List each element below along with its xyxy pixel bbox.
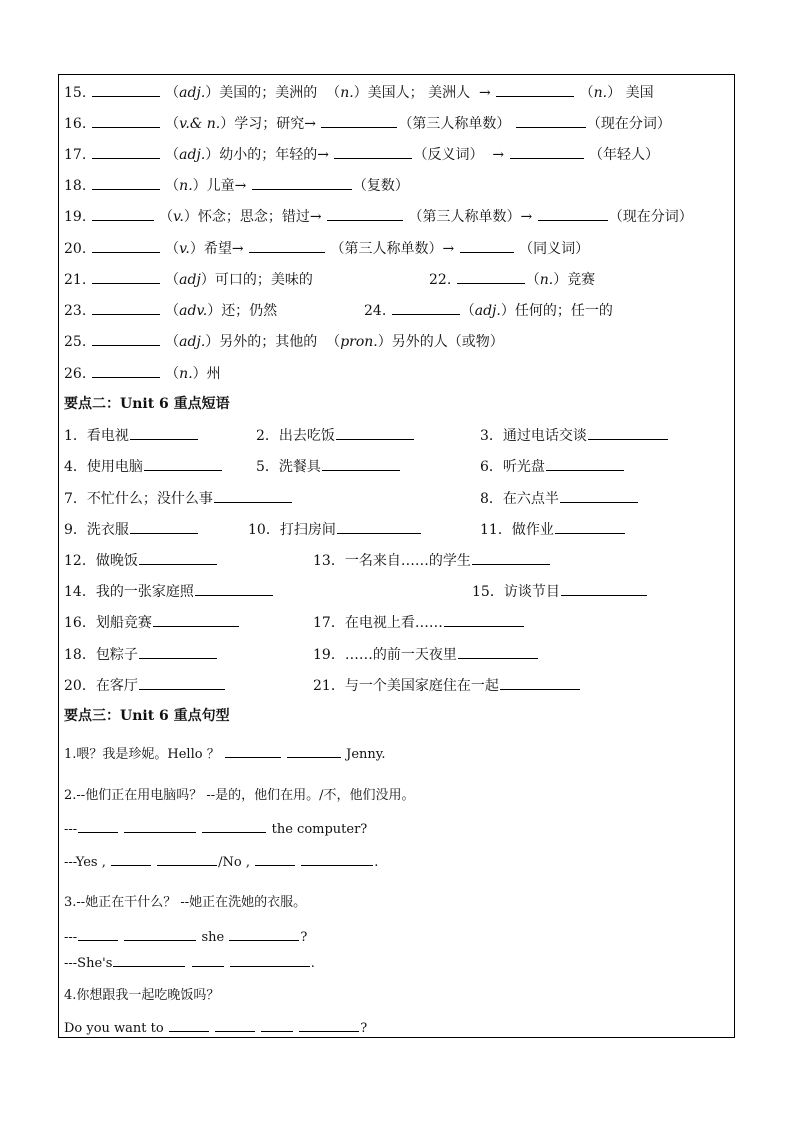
vocab-row-21-22: 21. （adj）可口的；美味的 22. （n.）竞赛 [64, 268, 724, 290]
meaning: 学习；研究→ [234, 116, 316, 132]
answer-blank[interactable] [538, 205, 608, 221]
answer-blank[interactable] [78, 925, 118, 941]
dash: --- [64, 930, 78, 945]
arrow: → [492, 147, 505, 163]
sentence-prompt: 1.喂？我是珍妮。Hello ？ [64, 747, 220, 762]
item-number: 16. [64, 116, 87, 132]
meaning: 另外的；其他的 [219, 334, 318, 350]
answer-blank[interactable] [92, 362, 160, 378]
item-number: 24. [364, 303, 387, 319]
meaning: 美国人； 美洲人 [367, 85, 471, 101]
item-number: 21. [64, 272, 87, 288]
sentence-text: Do you want to [64, 1021, 164, 1036]
answer-blank[interactable] [444, 611, 524, 627]
pos-label: v.& n. [179, 116, 221, 132]
phrase-prompt: 13．一名来自……的学生 [313, 553, 471, 569]
item-number: 26. [64, 366, 87, 382]
phrase-prompt: 12．做晚饭 [64, 553, 138, 569]
pos-label: n. [593, 85, 608, 101]
answer-blank[interactable] [546, 455, 624, 471]
note: （年轻人） [589, 147, 660, 163]
phrase-prompt: 4．使用电脑 [64, 459, 143, 475]
answer-blank[interactable] [496, 81, 574, 97]
phrase-row [64, 455, 724, 477]
vocab-row-25: 25. （adj.）另外的；其他的 （pron.）另外的人（或物） [64, 330, 504, 352]
vocab-row-15: 15. （adj.）美国的；美洲的 （n.）美国人； 美洲人 → （n.） 美国 [64, 81, 654, 103]
sentence-text: . [374, 855, 379, 870]
sentence-2-answer-2 [64, 850, 378, 872]
sentence-3-prompt: 3.--她正在干什么？ --她正在洗她的衣服。 [64, 895, 307, 910]
phrase-prompt: 1．看电视 [64, 428, 129, 444]
answer-blank[interactable] [202, 817, 266, 833]
pos-label: n. [539, 272, 554, 288]
meaning: 州 [206, 366, 221, 382]
vocab-row-16: 16. （v.& n.）学习；研究→ （第三人称单数） （现在分词） [64, 112, 671, 134]
meaning: 还；仍然 [221, 303, 278, 319]
meaning: 儿童→ [206, 178, 247, 194]
answer-blank[interactable] [144, 455, 222, 471]
answer-blank[interactable] [516, 112, 586, 128]
phrase-prompt: 11．做作业 [480, 522, 554, 538]
phrase-row [64, 580, 724, 602]
dash: --- [64, 822, 78, 837]
phrase-row [64, 643, 724, 665]
answer-blank[interactable] [249, 237, 325, 253]
answer-blank[interactable] [255, 850, 295, 866]
pos-label: adj. [474, 303, 501, 319]
item-number: 20. [64, 241, 87, 257]
meaning: 另外的人（或物） [391, 334, 504, 350]
item-number: 23. [64, 303, 87, 319]
vocab-row-23-24: 23. （adv.）还；仍然 24. （adj.）任何的；任一的 [64, 299, 724, 321]
phrase-prompt: 5．洗餐具 [256, 459, 321, 475]
answer-blank[interactable] [157, 850, 217, 866]
answer-blank[interactable] [92, 174, 160, 190]
answer-blank[interactable] [457, 268, 525, 284]
sentence-3-answer-2 [64, 951, 315, 973]
meaning: 希望→ [203, 241, 244, 257]
answer-blank[interactable] [500, 674, 580, 690]
answer-blank[interactable] [327, 205, 403, 221]
answer-blank[interactable] [92, 237, 160, 253]
answer-blank[interactable] [92, 81, 160, 97]
answer-blank[interactable] [139, 549, 217, 565]
meaning: 美国的；美洲的 [219, 85, 318, 101]
answer-blank[interactable] [510, 143, 584, 159]
item-number: 25. [64, 334, 87, 350]
answer-blank[interactable] [78, 817, 118, 833]
phrase-prompt: 17．在电视上看…… [313, 615, 443, 631]
phrase-prompt: 21．与一个美国家庭住在一起 [313, 678, 499, 694]
phrase-prompt: 14．我的一张家庭照 [64, 584, 194, 600]
answer-blank[interactable] [124, 817, 196, 833]
answer-blank[interactable] [460, 237, 514, 253]
sentence-text: she [201, 930, 225, 945]
answer-blank[interactable] [337, 518, 421, 534]
answer-blank[interactable] [214, 487, 292, 503]
sentence-2-answer-1 [64, 817, 367, 839]
answer-blank[interactable] [92, 112, 160, 128]
answer-blank[interactable] [113, 951, 185, 967]
answer-blank[interactable] [301, 850, 373, 866]
item-number: 22. [429, 272, 452, 288]
section-heading: 要点三：Unit 6 重点句型 [64, 708, 230, 724]
answer-blank[interactable] [192, 951, 224, 967]
sentence-1 [64, 742, 386, 764]
answer-blank[interactable] [92, 330, 160, 346]
pos-label: adj. [179, 147, 206, 163]
phrase-prompt: 2．出去吃饭 [256, 428, 335, 444]
sentence-4-prompt: 4.你想跟我一起吃晚饭吗？ [64, 988, 220, 1003]
phrase-row [64, 549, 724, 571]
answer-blank[interactable] [299, 1016, 359, 1032]
phrase-row [64, 424, 724, 446]
sentence-text: Jenny. [346, 747, 386, 762]
sentence-text: ---She's [64, 956, 113, 971]
sentence-text: ? [300, 930, 308, 945]
answer-blank[interactable] [92, 268, 160, 284]
sentence-text: . [310, 956, 315, 971]
answer-blank[interactable] [261, 1016, 293, 1032]
answer-blank[interactable] [130, 424, 198, 440]
note: （第三人称单数）→ [330, 241, 455, 257]
vocab-row-20: 20. （v.）希望→ （第三人称单数）→ （同义词） [64, 237, 589, 259]
answer-blank[interactable] [139, 674, 225, 690]
sentence-text: ---Yes , [64, 855, 106, 870]
answer-blank[interactable] [153, 611, 239, 627]
phrase-prompt: 9．洗衣服 [64, 522, 129, 538]
pos-label: adj [179, 272, 201, 288]
meaning: 美国 [625, 85, 654, 101]
vocab-row-18: 18. （n.）儿童→ （复数） [64, 174, 409, 196]
answer-blank[interactable] [124, 925, 196, 941]
meaning: 任何的；任一的 [514, 303, 613, 319]
answer-blank[interactable] [287, 742, 341, 758]
phrase-prompt: 20．在客厅 [64, 678, 138, 694]
phrase-prompt: 15．访谈节目 [472, 584, 560, 600]
answer-blank[interactable] [229, 925, 299, 941]
meaning: 怀念；思念；错过→ [197, 209, 322, 225]
pos-label: n. [179, 178, 193, 194]
pos-label: adj. [179, 85, 206, 101]
sentence-text: the computer? [271, 822, 368, 837]
answer-blank[interactable] [321, 112, 397, 128]
answer-blank[interactable] [111, 850, 151, 866]
pos-label: adj. [179, 334, 206, 350]
answer-blank[interactable] [588, 424, 668, 440]
phrase-prompt: 7．不忙什么；没什么事 [64, 491, 213, 507]
vocab-row-17: 17. （adj.）幼小的；年轻的→ （反义词） → （年轻人） [64, 143, 659, 165]
sentence-3-answer-1 [64, 925, 307, 947]
note: （现在分词） [608, 209, 693, 225]
vocab-row-19: 19. （v.）怀念；思念；错过→ （第三人称单数）→ （现在分词） [64, 205, 693, 227]
sentence-text: ? [360, 1021, 368, 1036]
sentence-2-prompt: 2.--他们正在用电脑吗？ --是的，他们在用。/不，他们没用。 [64, 788, 415, 803]
note: （第三人称单数）→ [408, 209, 533, 225]
answer-blank[interactable] [230, 951, 310, 967]
item-number: 18. [64, 178, 87, 194]
item-number: 15. [64, 85, 87, 101]
phrase-prompt: 3．通过电话交谈 [480, 428, 587, 444]
sentence-text: /No , [218, 855, 250, 870]
answer-blank[interactable] [252, 174, 352, 190]
answer-blank[interactable] [92, 205, 154, 221]
answer-blank[interactable] [92, 143, 160, 159]
note: （复数） [352, 178, 409, 194]
meaning: 竞赛 [567, 272, 596, 288]
vocab-row-26: 26. （n.）州 [64, 362, 221, 384]
phrase-row [64, 487, 724, 509]
phrase-prompt: 10．打扫房间 [248, 522, 336, 538]
item-number: 19. [64, 209, 87, 225]
phrase-prompt: 16．划船竞赛 [64, 615, 152, 631]
phrase-row [64, 611, 724, 633]
pos-label: n. [340, 85, 354, 101]
note: （反义词） [413, 147, 484, 163]
phrase-row [64, 518, 724, 540]
pos-label: adv. [179, 303, 208, 319]
answer-blank[interactable] [560, 487, 638, 503]
note: （现在分词） [586, 116, 671, 132]
arrow: → [479, 85, 491, 101]
answer-blank[interactable] [561, 580, 647, 596]
note: （第三人称单数） [398, 116, 511, 132]
phrase-prompt: 19．……的前一天夜里 [313, 647, 457, 663]
pos-label: v. [173, 209, 184, 225]
answer-blank[interactable] [92, 299, 160, 315]
pos-label: pron. [340, 334, 378, 350]
phrase-prompt: 8．在六点半 [480, 491, 559, 507]
phrase-prompt: 6．听光盘 [480, 459, 545, 475]
answer-blank[interactable] [225, 742, 281, 758]
answer-blank[interactable] [336, 424, 414, 440]
meaning: 可口的；美味的 [214, 272, 313, 288]
section-heading: 要点二：Unit 6 重点短语 [64, 396, 230, 412]
pos-label: v. [179, 241, 190, 257]
pos-label: n. [179, 366, 193, 382]
answer-blank[interactable] [169, 1016, 209, 1032]
answer-blank[interactable] [334, 143, 412, 159]
answer-blank[interactable] [322, 455, 400, 471]
answer-blank[interactable] [392, 299, 460, 315]
answer-blank[interactable] [195, 580, 273, 596]
phrase-row [64, 674, 724, 696]
answer-blank[interactable] [139, 643, 217, 659]
note: （同义词） [519, 241, 590, 257]
item-number: 17. [64, 147, 87, 163]
sentence-4-answer [64, 1016, 367, 1038]
answer-blank[interactable] [472, 549, 550, 565]
answer-blank[interactable] [130, 518, 198, 534]
answer-blank[interactable] [215, 1016, 255, 1032]
meaning: 幼小的；年轻的→ [219, 147, 330, 163]
answer-blank[interactable] [555, 518, 625, 534]
phrase-prompt: 18．包粽子 [64, 647, 138, 663]
answer-blank[interactable] [458, 643, 538, 659]
